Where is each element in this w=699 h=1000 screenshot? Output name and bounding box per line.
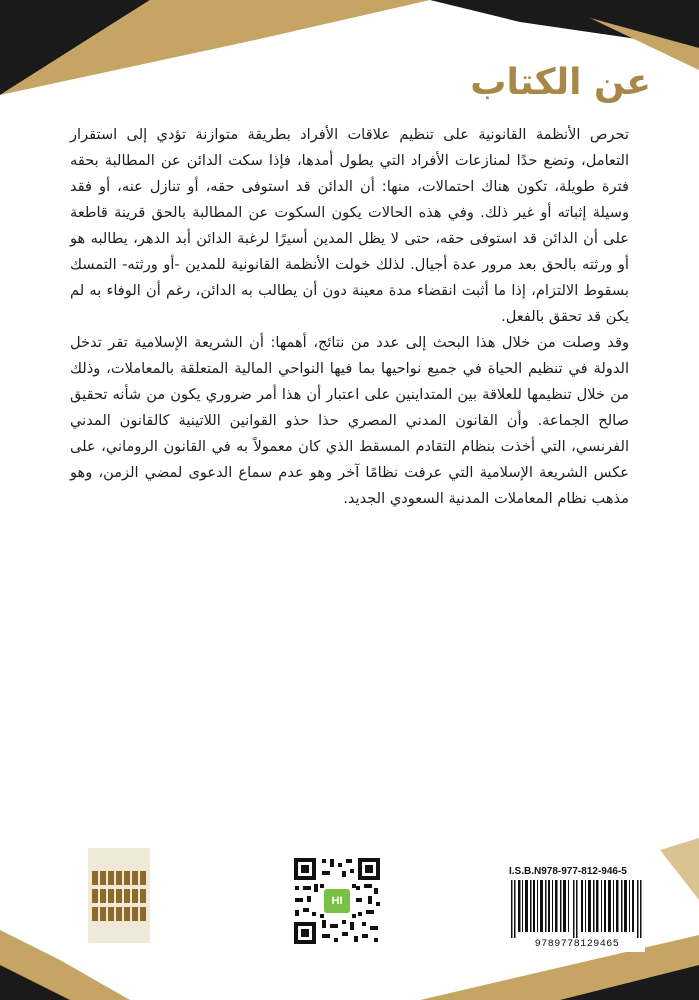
logo-line-1	[92, 871, 146, 885]
about-book-heading: عن الكتاب	[470, 62, 651, 103]
book-description	[70, 122, 629, 512]
publisher-logo	[88, 848, 150, 943]
isbn-label: I.S.B.N978-977-812-946-5	[509, 866, 627, 877]
description-paragraph-2: وقد وصلت من خلال هذا البحث إلى عدد من نتائج، أهمها: أن الشريعة الإسلامية تقر تدخل الدولة في تنظيم الحياة في جميع نواحيها بما فيها النواحي المالية المتعلقة بالمعاملات، وذلك من خلال تنظيمها للعلاقة بين المتداينين على اعتبار أن هذا أمر ضروري يكون من شأنه تحقيق صالح الجماعة. وأن القانون المدني المصري حذا حذو القوانين اللاتينية كالقانون المدني الفرنسي، التي أخذت بنظام التقادم المسقط الذي كان معمولاً به في القانون الروماني، على عكس الشريعة الإسلامية التي عرفت نظامًا آخر وهو عدم سماع الدعوى لمضي الزمن، وهو مذهب نظام المعاملات المدنية السعودي الجديد.	[70, 334, 629, 507]
qr-code[interactable]	[292, 856, 382, 946]
barcode-icon	[509, 880, 645, 938]
qr-logo-badge: HI	[324, 889, 350, 913]
barcode-number: 9789778129465	[534, 939, 620, 950]
logo-line-3	[92, 907, 146, 921]
bottom-right-light-shape	[660, 838, 699, 900]
logo-line-2	[92, 889, 146, 903]
isbn-barcode	[509, 866, 645, 952]
description-paragraph-1: تحرص الأنظمة القانونية على تنظيم علاقات الأفراد بطريقة متوازنة تؤدي إلى استقرار التعامل، وتضع حدًا لمنازعات الأفراد التي يطول أمدها، فإذا سكت الدائن عن المطالبة بحقه فترة طويلة، تكون هناك احتمالات، منها: أن الدائن قد استوفى حقه، أو تنازل عنه، أو فقد وسيلة إثباته أو غير ذلك. وفي هذه الحالات يكون السكوت عن المطالبة بالحق قرينة قاطعة على أن الدائن قد استوفى حقه، حتى لا يظل المدين أسيرًا لرغبة الدائن أبد الدهر، يطالبه هو أو ورثته بالحق بعد مرور عدة أجيال. لذلك خولت الأنظمة القانونية للمدين -أو ورثته- التمسك بسقوط الالتزام، إذا ما أثبت انقضاء مدة معينة دون أن يطالب به الدائن، رغم أن الوفاء به لم يكن قد تحقق بالفعل.	[70, 126, 629, 325]
